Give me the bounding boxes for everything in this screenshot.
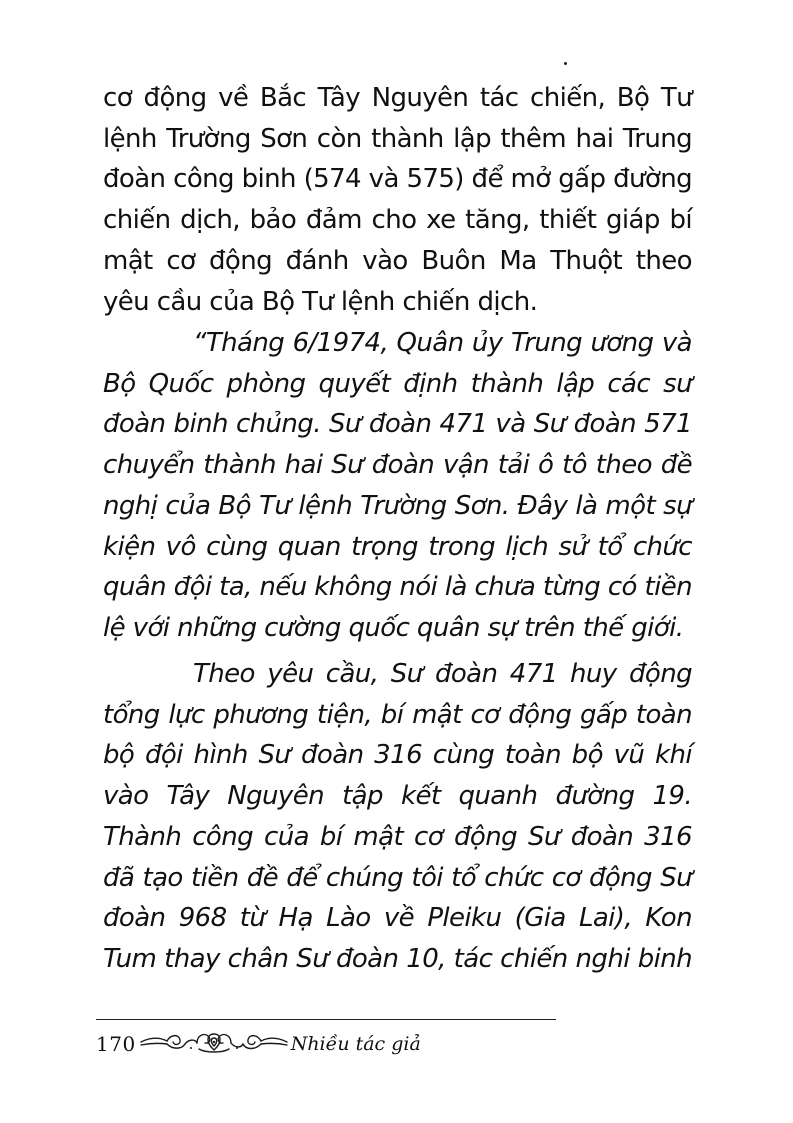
text-line: bộ đội hình Sư đoàn 316 cùng toàn bộ vũ khí xyxy=(103,740,692,771)
text-line: mật cơ động đánh vào Buôn Ma Thuột theo xyxy=(103,245,692,276)
paragraph-3 xyxy=(103,654,692,980)
text-line: chiến dịch, bảo đảm cho xe tăng, thiết giáp bí xyxy=(103,205,692,236)
footer-divider xyxy=(96,1019,556,1020)
page-number: 170 xyxy=(96,1032,136,1056)
text-line: lệnh Trường Sơn còn thành lập thêm hai Trung xyxy=(103,123,692,154)
text-line: “Tháng 6/1974, Quân ủy Trung ương và xyxy=(193,328,692,358)
stray-mark xyxy=(564,62,567,65)
paragraph-2 xyxy=(103,323,692,649)
text-line: vào Tây Nguyên tập kết quanh đường 19. xyxy=(103,781,692,812)
text-line: quân đội ta, nếu không nói là chưa từng có tiền xyxy=(103,572,692,603)
text-line: yêu cầu của Bộ Tư lệnh chiến dịch. xyxy=(103,286,538,317)
text-line: Bộ Quốc phòng quyết định thành lập các sư xyxy=(103,368,692,399)
text-line: đã tạo tiền đề để chúng tôi tổ chức cơ động Sư xyxy=(103,862,692,893)
text-line: Tum thay chân Sư đoàn 10, tác chiến nghi binh xyxy=(103,943,692,974)
text-line: đoàn binh chủng. Sư đoàn 471 và Sư đoàn 571 xyxy=(103,409,692,440)
text-line: lệ với những cường quốc quân sự trên thế giới. xyxy=(103,612,684,643)
text-line: Thành công của bí mật cơ động Sư đoàn 316 xyxy=(103,821,692,852)
text-line: nghị của Bộ Tư lệnh Trường Sơn. Đây là một sự xyxy=(103,490,692,521)
text-line: đoàn 968 từ Hạ Lào về Pleiku (Gia Lai), Kon xyxy=(103,903,692,934)
page-footer xyxy=(96,1028,421,1060)
book-author: Nhiều tác giả xyxy=(290,1033,421,1055)
text-line: tổng lực phương tiện, bí mật cơ động gấp toàn xyxy=(103,699,692,730)
text-line: cơ động về Bắc Tây Nguyên tác chiến, Bộ Tư xyxy=(103,83,692,113)
text-line: đoàn công binh (574 và 575) để mở gấp đường xyxy=(103,164,692,195)
text-line: Theo yêu cầu, Sư đoàn 471 huy động xyxy=(193,659,692,689)
text-line: chuyển thành hai Sư đoàn vận tải ô tô theo đề xyxy=(103,450,692,481)
paragraph-1 xyxy=(103,78,692,322)
text-line: kiện vô cùng quan trọng trong lịch sử tổ chức xyxy=(103,531,692,562)
flourish-ornament-icon xyxy=(139,1030,289,1058)
